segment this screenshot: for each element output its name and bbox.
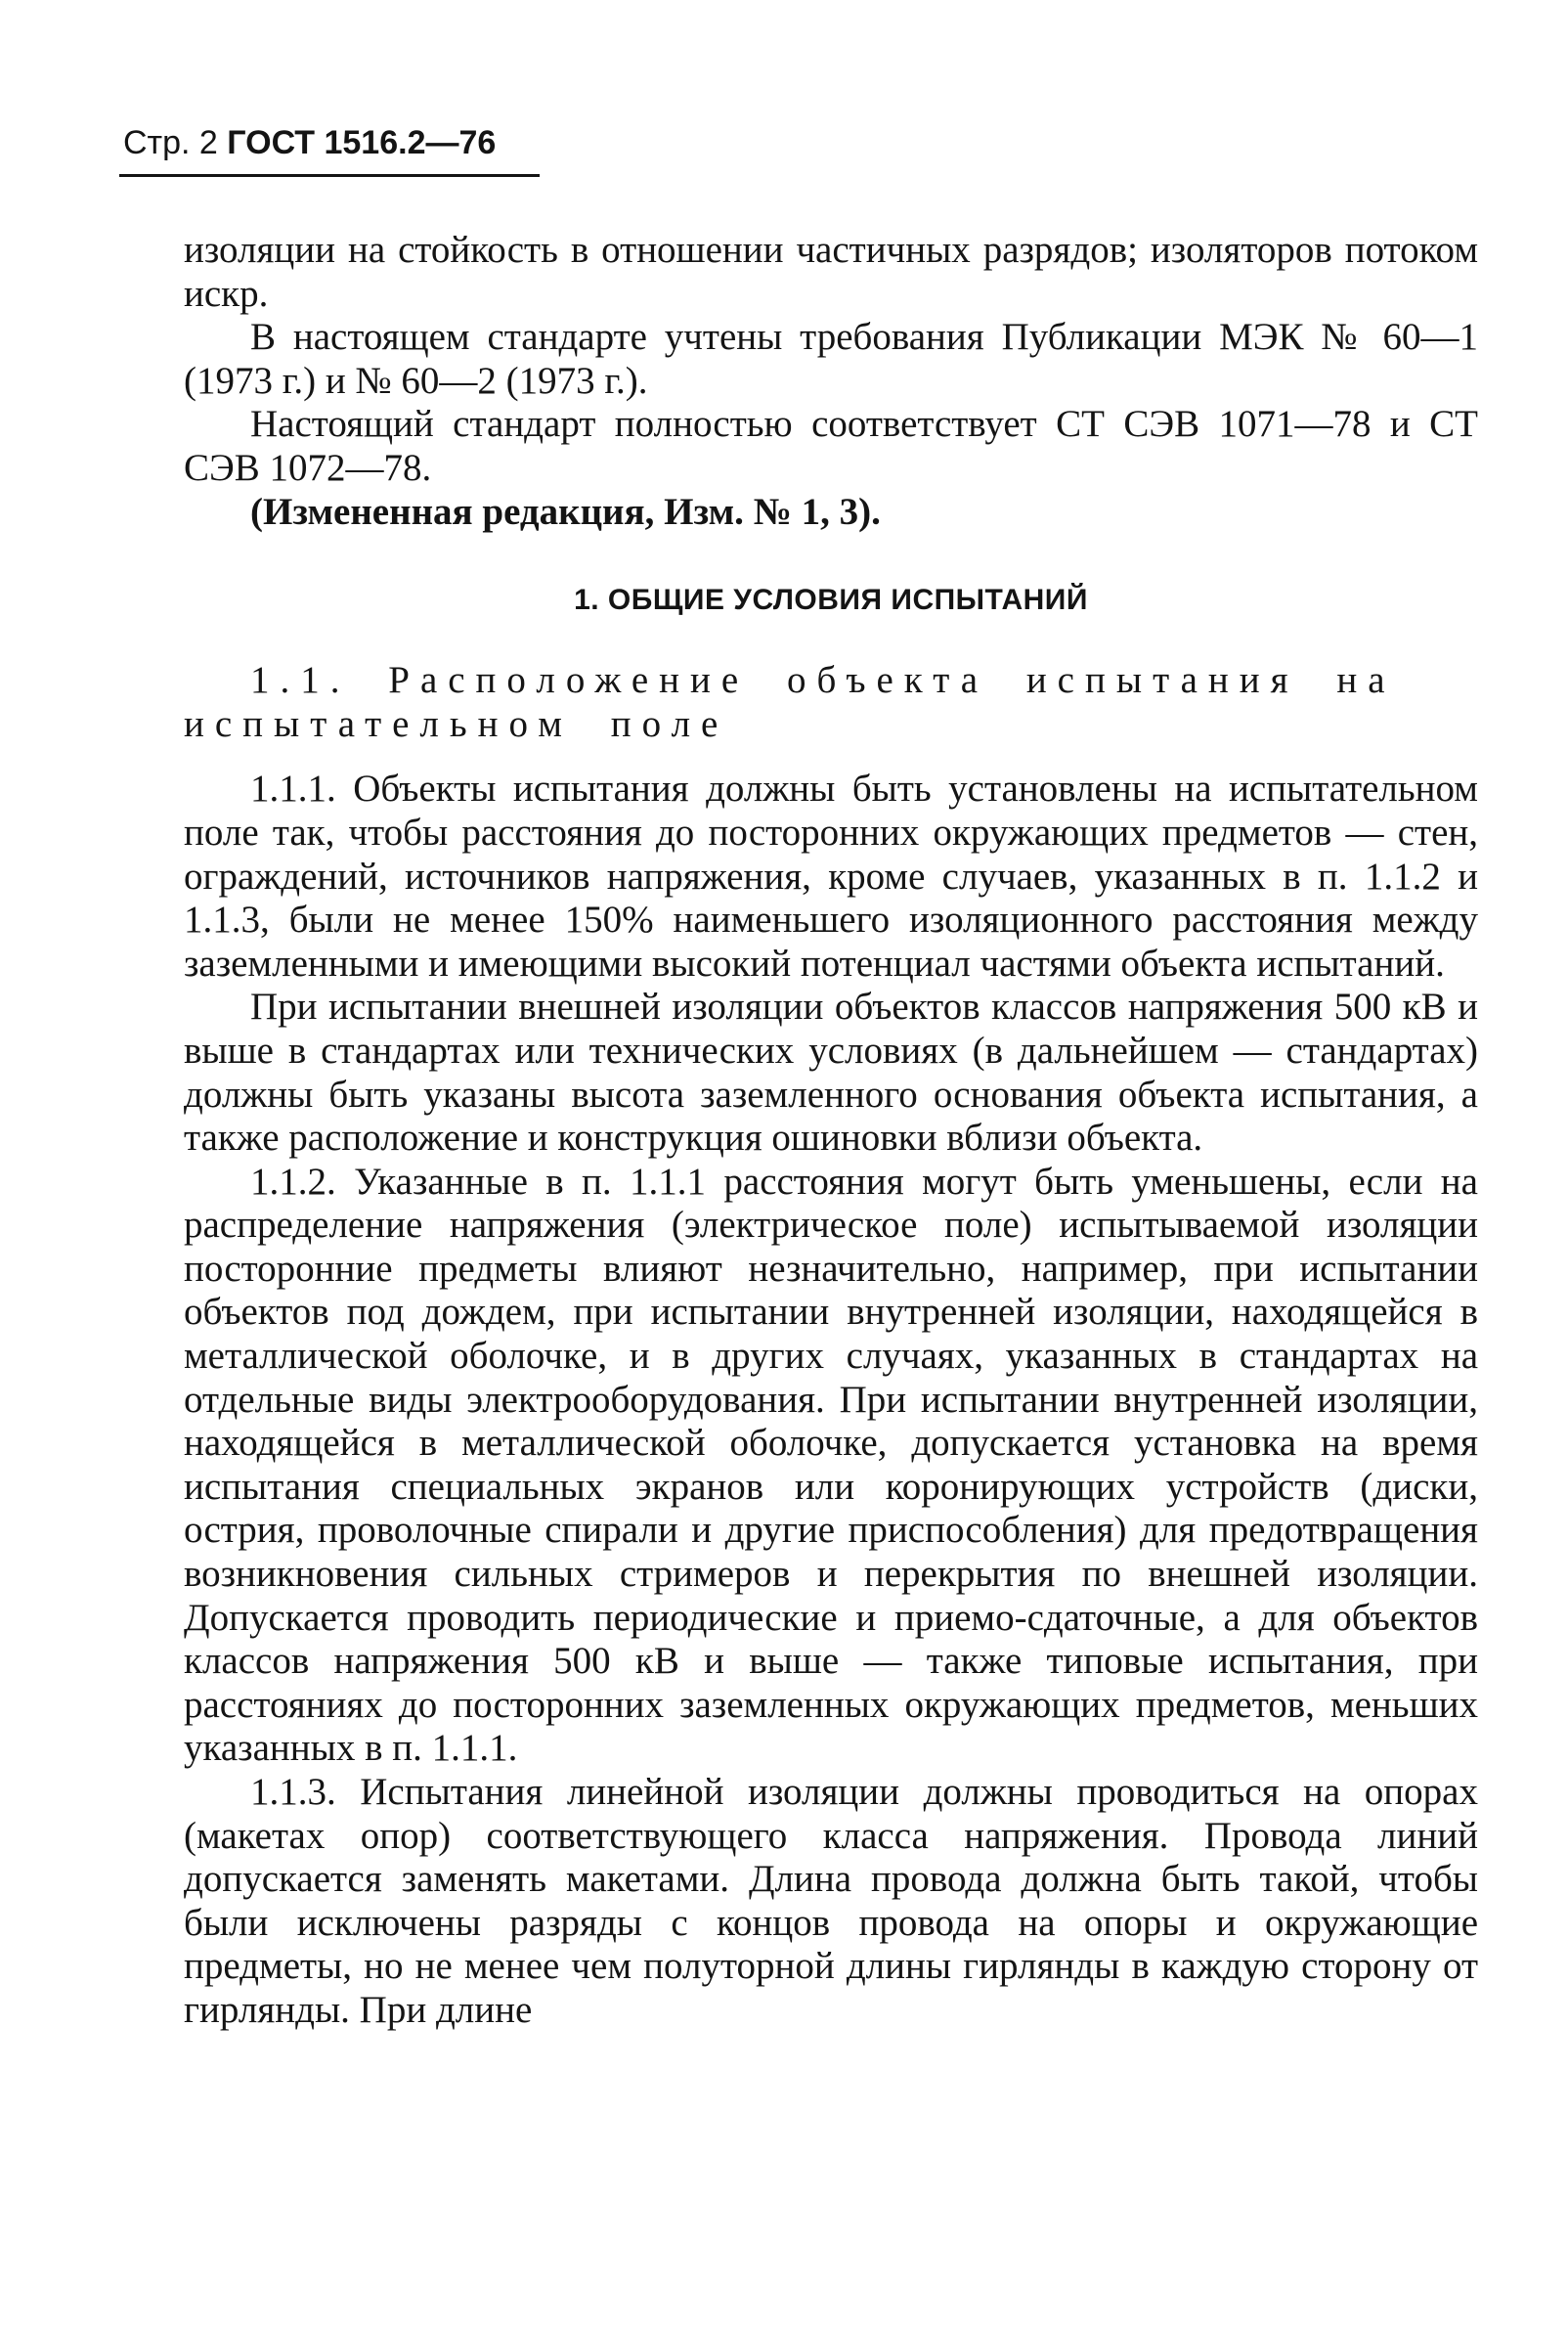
header-rule <box>119 174 540 177</box>
clause-1-1-1-continued: При испытании внешней изоляции объектов классов напряжения 500 кВ и выше в стандартах или технических условиях (в дальнейшем — стандартах) должны быть указаны высота заземленного основания объекта испытания, а также расположение и конструкция ошиновки вблизи объекта. <box>184 986 1478 1160</box>
page-header <box>123 121 496 164</box>
page-label: Стр. 2 <box>123 124 218 161</box>
paragraph-continuation: изоляции на стойкость в отношении частичных разрядов; изоляторов потоком искр. <box>184 229 1478 315</box>
clause-1-1-2: 1.1.2. Указанные в п. 1.1.1 расстояния могут быть уменьшены, если на распределение напряжения (электрическое поле) испытываемой изоляции посторонние предметы влияют незначительно, например, при испытании объектов под дождем, при испытании внутренней изоляции, находящейся в металлической оболочке, и в других случаях, указанных в стандартах на отдельные виды электрооборудования. При испытании внутренней изоляции, находящейся в металлической оболочке, допускается установка на время испытания специальных экранов или коронирующих устройств (диски, острия, проволочные спирали и другие приспособления) для предотвращения возникновения сильных стримеров и перекрытия по внешней изоляции. Допускается проводить периодические и приемо-сдаточные, а для объектов классов напряжения 500 кВ и выше — также типовые испытания, при расстояниях до посторонних заземленных окружающих предметов, меньших указанных в п. 1.1.1. <box>184 1160 1478 1770</box>
clause-1-1-1: 1.1.1. Объекты испытания должны быть установлены на испытательном поле так, чтобы расстояния до посторонних окружающих предметов — стен, ограждений, источников напряжения, кроме случаев, указанных в п. 1.1.2 и 1.1.3, были не менее 150% наименьшего изоляционного расстояния между заземленными и имеющими высокий потенциал частями объекта испытаний. <box>184 768 1478 985</box>
clause-1-1-3: 1.1.3. Испытания линейной изоляции должны проводиться на опорах (макетах опор) соответствующего класса напряжения. Провода линий допускается заменять макетами. Длина провода должна быть такой, чтобы были исключены разряды с концов провода на опоры и окружающие предметы, но не менее чем полуторной длины гирлянды в каждую сторону от гирлянды. При длине <box>184 1771 1478 2031</box>
paragraph-iec-requirements: В настоящем стандарте учтены требования Публикации МЭК № 60—1 (1973 г.) и № 60—2 (1973 г.). <box>184 316 1478 402</box>
paragraph-cmea-compliance: Настоящий стандарт полностью соответствует СТ СЭВ 1071—78 и СТ СЭВ 1072—78. <box>184 403 1478 489</box>
document-body <box>184 229 1478 2033</box>
section-title: 1. ОБЩИЕ УСЛОВИЯ ИСПЫТАНИЙ <box>574 584 1088 617</box>
amendment-note: (Измененная редакция, Изм. № 1, 3). <box>250 490 881 533</box>
standard-number: ГОСТ 1516.2—76 <box>227 124 497 161</box>
subsection-heading: 1.1. Расположение объекта испытания на испытательном поле <box>184 659 1396 745</box>
